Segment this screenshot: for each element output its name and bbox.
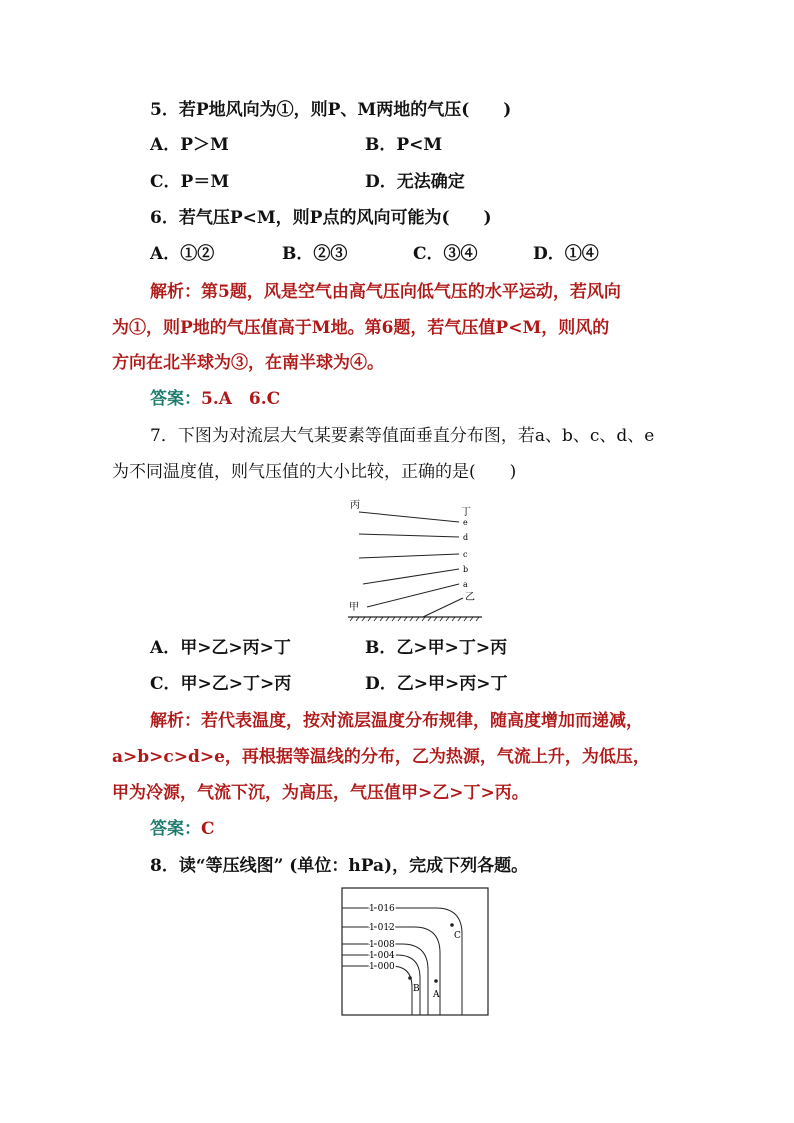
line-label-c: c — [463, 550, 468, 559]
analysis-2-line-2: a>b>c>d>e，再根据等温线的分布，乙为热源，气流上升，为低压， — [112, 747, 650, 767]
isobar-1016 — [342, 908, 462, 1015]
line-label-e: e — [463, 518, 468, 527]
q5-option-b: B．P<M — [365, 135, 443, 155]
q6-option-b: B．②③ — [282, 244, 348, 264]
analysis-1-line-1: 解析：第5题，风是空气由高气压向低气压的水平运动，若风向 — [150, 282, 621, 302]
figure-8-isobar-map — [340, 886, 492, 1018]
answer-2 — [150, 818, 215, 840]
isobar-label-1016: 1 016 — [369, 904, 395, 914]
point-a-label: A — [433, 990, 440, 1000]
label-yi: 乙 — [465, 592, 475, 603]
label-ding: 丁 — [461, 507, 471, 518]
point-b-marker — [408, 976, 412, 980]
analysis-1-label: 解析： — [150, 282, 201, 302]
point-a-marker — [434, 979, 438, 983]
q5-option-d: D．无法确定 — [365, 172, 465, 192]
line-label-a: a — [463, 580, 468, 589]
q5-option-c: C．P＝M — [150, 172, 230, 192]
answer-2-label: 答案： — [150, 819, 201, 839]
q6-option-a: A．①② — [150, 244, 215, 264]
point-b-label: B — [413, 984, 420, 994]
line-label-d: d — [463, 533, 469, 542]
q5-stem: 5．若P地风向为①，则P、M两地的气压( ) — [150, 100, 512, 120]
answer-1-value: 5.A 6.C — [201, 389, 281, 409]
answer-1 — [150, 388, 280, 410]
q7-option-c: C．甲>乙>丁>丙 — [150, 674, 292, 694]
point-c-marker — [450, 923, 454, 927]
q6-option-c: C．③④ — [413, 244, 478, 264]
q6-option-d: D．①④ — [533, 244, 599, 264]
isobar-label-1012: 1 012 — [369, 923, 395, 933]
analysis-1-line-3: 方向在北半球为③，在南半球为④。 — [112, 353, 384, 373]
isobar-1000 — [342, 966, 412, 1015]
ground-surface — [348, 617, 482, 621]
isotherm-d — [359, 534, 459, 537]
label-jia: 甲 — [349, 602, 359, 613]
analysis-2-label: 解析： — [150, 711, 201, 731]
analysis-1-line-2: 为①，则P地的气压值高于M地。第6题，若气压值P<M，则风的 — [112, 318, 610, 338]
isotherm-c — [359, 554, 459, 558]
answer-2-value: C — [201, 819, 215, 839]
q6-stem: 6．若气压P<M，则P点的风向可能为( ) — [150, 208, 492, 228]
q7-stem-line-2: 为不同温度值，则气压值的大小比较，正确的是( ) — [112, 462, 517, 482]
q7-option-b: B．乙>甲>丁>丙 — [365, 638, 508, 658]
isotherm-b — [363, 569, 459, 584]
isobar-label-1008: 1 008 — [369, 940, 395, 950]
isotherm-e — [359, 512, 459, 522]
map-frame — [342, 888, 488, 1015]
isobar-label-1000: 1 000 — [369, 962, 395, 972]
figure-7-isotherm-diagram — [345, 496, 485, 622]
analysis-2-line-1: 解析：若代表温度，按对流层温度分布规律，随高度增加而递减， — [150, 711, 643, 731]
answer-1-label: 答案： — [150, 389, 201, 409]
line-label-b: b — [463, 565, 469, 574]
q7-stem-line-1: 7．下图为对流层大气某要素等值面垂直分布图，若a、b、c、d、e — [150, 426, 655, 446]
isotherm-a — [367, 584, 459, 607]
q5-option-a: A．P＞M — [150, 135, 229, 155]
isobar-label-1004: 1 004 — [369, 951, 395, 961]
q7-option-a: A．甲>乙>丙>丁 — [150, 638, 291, 658]
pointer-yi — [423, 598, 463, 617]
label-bing: 丙 — [350, 500, 360, 511]
q7-option-d: D．乙>甲>丙>丁 — [365, 674, 508, 694]
q8-stem: 8．读“等压线图” (单位：hPa)，完成下列各题。 — [150, 856, 529, 876]
analysis-2-line-3: 甲为冷源，气流下沉，为高压，气压值甲>乙>丁>丙。 — [112, 783, 529, 803]
point-c-label: C — [454, 931, 461, 941]
